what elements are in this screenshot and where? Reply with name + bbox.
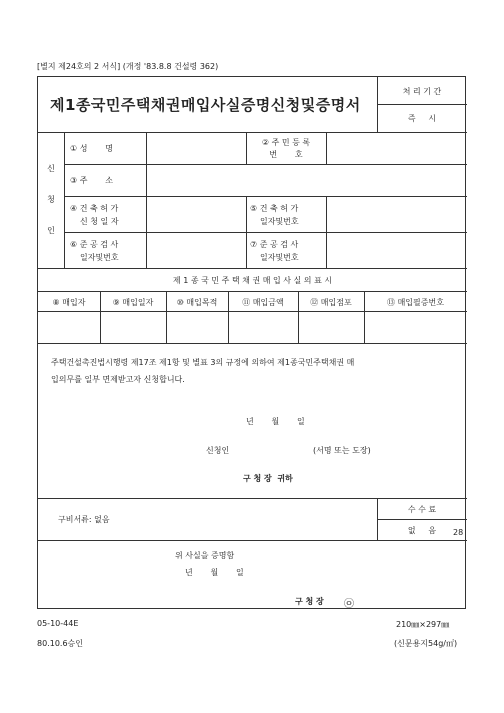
resident-no-field[interactable]	[327, 133, 466, 163]
signature-note: (서명 또는 도장)	[313, 446, 371, 455]
purchase-branch-cell[interactable]	[299, 312, 363, 342]
applicant-side-char-3: 인	[47, 226, 55, 235]
col-purchase-date: ⑨ 매입일자	[112, 298, 154, 307]
permit-date-label-1: ④ 건 축 허 가	[70, 204, 119, 213]
certificate-form	[37, 76, 466, 609]
required-documents: 구비서류: 없음	[58, 515, 110, 524]
applicant-signature-field[interactable]	[238, 441, 308, 455]
official-seal-mark: ㉧	[344, 599, 354, 610]
side-number: 28	[453, 528, 464, 537]
inspect-no-label-1: ⑦ 준 공 검 사	[250, 240, 299, 249]
inspect-date-label-2: 일자및번호	[80, 253, 119, 262]
approval-date: 80.10.6승인	[37, 639, 83, 648]
statement-line-2: 입의무를 일부 면제받고자 신청합니다.	[51, 375, 185, 384]
applicant-side-char-1: 신	[47, 164, 55, 173]
processing-period-value: 즉 시	[407, 114, 437, 123]
col-purchase-purpose: ⑩ 매입목적	[176, 298, 218, 307]
applicant-label: 신청인	[206, 446, 230, 455]
purchase-amount-cell[interactable]	[229, 312, 297, 342]
name-label: ① 성 명	[70, 144, 113, 153]
col-purchase-branch: ⑫ 매입점포	[310, 298, 352, 307]
inspect-date-field[interactable]	[147, 233, 245, 267]
permit-date-field[interactable]	[147, 197, 245, 231]
resident-no-label-2: 번 호	[269, 150, 303, 159]
application-date: 년 월 일	[246, 417, 305, 426]
resident-no-label-1: ② 주 민 등 록	[261, 138, 311, 147]
certify-date: 년 월 일	[185, 568, 244, 577]
certify-statement: 위 사실을 증명함	[175, 551, 235, 560]
addressee: 구 청 장 귀하	[243, 474, 293, 483]
fee-value: 없 음	[407, 526, 437, 535]
col-certificate-no: ⑬ 매입필증번호	[387, 298, 444, 307]
certificate-no-cell[interactable]	[365, 312, 466, 342]
applicant-side-char-2: 청	[47, 195, 55, 204]
permit-no-label-2: 일자및번호	[260, 217, 299, 226]
form-title: 제1종국민주택채권매입사실증명신청및증명서	[50, 96, 361, 114]
inspect-date-label-1: ⑥ 준 공 검 사	[70, 240, 119, 249]
form-code: 05-10-44E	[37, 619, 79, 628]
address-label: ③ 주 소	[70, 176, 113, 185]
purchaser-cell[interactable]	[39, 312, 99, 342]
name-field[interactable]	[147, 133, 245, 163]
issuer: 구 청 장	[295, 597, 324, 606]
processing-period-label: 처 리 기 간	[402, 87, 442, 96]
purchase-section-title: 제 1 종 국 민 주 택 채 권 매 입 사 실 의 표 시	[172, 276, 333, 285]
paper-size: 210㎜×297㎜	[396, 620, 450, 629]
col-purchase-amount: ⑪ 매입금액	[242, 298, 284, 307]
purchase-date-cell[interactable]	[101, 312, 165, 342]
permit-no-field[interactable]	[327, 197, 466, 231]
col-purchaser: ⑧ 매입자	[52, 298, 86, 307]
paper-type: (신문용지54g/㎡)	[394, 639, 458, 648]
permit-date-label-2: 신 청 일 자	[80, 217, 119, 226]
address-field[interactable]	[147, 165, 466, 195]
form-header-note: [별지 제24호의 2 서식] (개정 '83.8.8 건설령 362)	[37, 62, 219, 71]
statement-line-1: 주택건설촉진법시행령 제17조 제1항 및 별표 3의 규정에 의하여 제1종국민주택채권 매	[51, 358, 355, 367]
inspect-no-field[interactable]	[327, 233, 466, 267]
purchase-purpose-cell[interactable]	[167, 312, 227, 342]
permit-no-label-1: ⑤ 건 축 허 가	[250, 204, 299, 213]
fee-label: 수 수 료	[407, 505, 437, 514]
inspect-no-label-2: 일자및번호	[260, 253, 299, 262]
